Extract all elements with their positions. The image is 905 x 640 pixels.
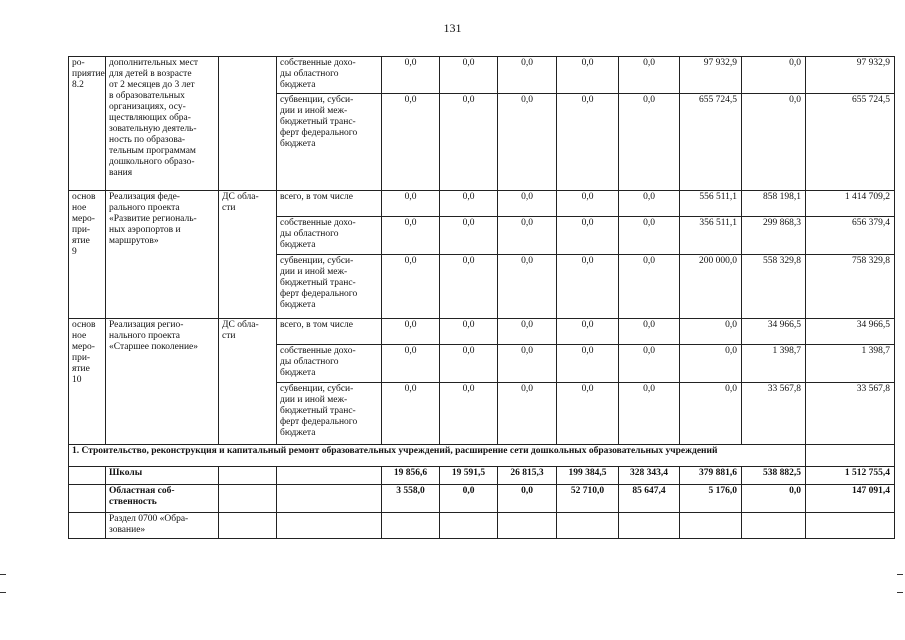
funding-source: всего, в том числе bbox=[277, 319, 382, 345]
value-cell: 1 398,7 bbox=[806, 345, 895, 383]
right-edge-mark bbox=[897, 574, 903, 575]
empty-cell bbox=[69, 467, 106, 485]
value-cell: 0,0 bbox=[440, 255, 498, 319]
value-cell: 299 868,3 bbox=[742, 217, 806, 255]
activity-name: Реализация регио- нального проекта «Старшее поколение» bbox=[106, 319, 219, 445]
value-cell: 34 966,5 bbox=[806, 319, 895, 345]
value-cell: 0,0 bbox=[440, 485, 498, 513]
value-cell: 0,0 bbox=[557, 383, 619, 445]
value-cell: 0,0 bbox=[557, 255, 619, 319]
value-cell: 0,0 bbox=[557, 57, 619, 94]
activity-number: основ ное меро- при- ятие 10 bbox=[69, 319, 106, 445]
value-cell: 19 856,6 bbox=[382, 467, 440, 485]
value-cell: 655 724,5 bbox=[680, 94, 742, 191]
executor: ДС обла- сти bbox=[219, 319, 277, 445]
value-cell: 52 710,0 bbox=[557, 485, 619, 513]
value-cell: 19 591,5 bbox=[440, 467, 498, 485]
activity-number: основ ное меро- при- ятие 9 bbox=[69, 191, 106, 319]
value-cell: 356 511,1 bbox=[680, 217, 742, 255]
value-cell: 0,0 bbox=[557, 94, 619, 191]
executor: ДС обла- сти bbox=[219, 191, 277, 319]
page-number: 131 bbox=[443, 21, 462, 35]
value-cell: 33 567,8 bbox=[742, 383, 806, 445]
value-cell: 0,0 bbox=[619, 94, 680, 191]
value-cell: 0,0 bbox=[440, 217, 498, 255]
value-cell: 26 815,3 bbox=[498, 467, 557, 485]
empty-cell bbox=[806, 445, 895, 467]
value-cell: 858 198,1 bbox=[742, 191, 806, 217]
value-cell: 0,0 bbox=[498, 191, 557, 217]
table-row bbox=[69, 467, 895, 485]
value-cell: 0,0 bbox=[680, 383, 742, 445]
value-cell: 0,0 bbox=[440, 383, 498, 445]
table-row bbox=[69, 513, 895, 539]
section-title: 1. Строительство, реконструкция и капитальный ремонт образовательных учреждений, расширение сети дошкольных образовательных учреждений bbox=[69, 445, 806, 467]
value-cell: 0,0 bbox=[680, 319, 742, 345]
row-label: Раздел 0700 «Обра- зование» bbox=[106, 513, 219, 539]
table-row bbox=[69, 485, 895, 513]
value-cell: 0,0 bbox=[382, 191, 440, 217]
value-cell: 538 882,5 bbox=[742, 467, 806, 485]
value-cell bbox=[440, 513, 498, 539]
value-cell bbox=[680, 513, 742, 539]
empty-cell bbox=[277, 467, 382, 485]
value-cell: 0,0 bbox=[382, 383, 440, 445]
empty-cell bbox=[69, 485, 106, 513]
value-cell: 0,0 bbox=[498, 345, 557, 383]
value-cell: 0,0 bbox=[619, 57, 680, 94]
value-cell bbox=[382, 513, 440, 539]
funding-source: собственные дохо- ды областного бюджета bbox=[277, 57, 382, 94]
value-cell: 328 343,4 bbox=[619, 467, 680, 485]
left-edge-mark bbox=[0, 574, 6, 575]
table-row bbox=[69, 191, 895, 217]
right-edge-mark bbox=[897, 592, 903, 593]
value-cell: 3 558,0 bbox=[382, 485, 440, 513]
row-label: Областная соб- ственность bbox=[106, 485, 219, 513]
value-cell: 0,0 bbox=[498, 485, 557, 513]
value-cell: 1 414 709,2 bbox=[806, 191, 895, 217]
value-cell: 33 567,8 bbox=[806, 383, 895, 445]
left-edge-mark bbox=[0, 592, 6, 593]
value-cell: 0,0 bbox=[498, 94, 557, 191]
value-cell: 0,0 bbox=[440, 345, 498, 383]
value-cell: 0,0 bbox=[498, 255, 557, 319]
value-cell: 34 966,5 bbox=[742, 319, 806, 345]
value-cell: 85 647,4 bbox=[619, 485, 680, 513]
value-cell: 0,0 bbox=[619, 217, 680, 255]
funding-source: собственные дохо- ды областного бюджета bbox=[277, 217, 382, 255]
value-cell: 0,0 bbox=[440, 319, 498, 345]
budget-table bbox=[68, 56, 895, 539]
value-cell: 5 176,0 bbox=[680, 485, 742, 513]
table-row bbox=[69, 57, 895, 94]
value-cell: 0,0 bbox=[742, 57, 806, 94]
funding-source: субвенции, субси- дии и иной меж- бюджетный транс- ферт федерального бюджета bbox=[277, 383, 382, 445]
value-cell: 0,0 bbox=[498, 217, 557, 255]
value-cell: 0,0 bbox=[498, 383, 557, 445]
value-cell: 0,0 bbox=[557, 319, 619, 345]
value-cell: 0,0 bbox=[382, 217, 440, 255]
value-cell: 0,0 bbox=[440, 191, 498, 217]
value-cell: 0,0 bbox=[382, 255, 440, 319]
value-cell: 0,0 bbox=[382, 319, 440, 345]
value-cell bbox=[557, 513, 619, 539]
section-row bbox=[69, 445, 895, 467]
value-cell: 0,0 bbox=[382, 345, 440, 383]
value-cell bbox=[742, 513, 806, 539]
value-cell: 0,0 bbox=[498, 57, 557, 94]
value-cell: 0,0 bbox=[742, 94, 806, 191]
value-cell: 558 329,8 bbox=[742, 255, 806, 319]
empty-cell bbox=[219, 513, 277, 539]
value-cell: 655 724,5 bbox=[806, 94, 895, 191]
activity-name: дополнительных мест для детей в возрасте от 2 месяцев до 3 лет в образовательных организациях, осу- ществляющих обра- зовательную деятель- ность по образова- тельным программам дошкольного образо- вания bbox=[106, 57, 219, 191]
funding-source: субвенции, субси- дии и иной меж- бюджетный транс- ферт федерального бюджета bbox=[277, 255, 382, 319]
value-cell: 379 881,6 bbox=[680, 467, 742, 485]
value-cell: 0,0 bbox=[557, 191, 619, 217]
value-cell: 97 932,9 bbox=[680, 57, 742, 94]
value-cell: 0,0 bbox=[498, 319, 557, 345]
value-cell: 199 384,5 bbox=[557, 467, 619, 485]
funding-source: субвенции, субси- дии и иной меж- бюджетный транс- ферт федерального бюджета bbox=[277, 94, 382, 191]
value-cell: 0,0 bbox=[619, 255, 680, 319]
value-cell: 97 932,9 bbox=[806, 57, 895, 94]
empty-cell bbox=[69, 513, 106, 539]
value-cell: 556 511,1 bbox=[680, 191, 742, 217]
value-cell: 0,0 bbox=[557, 217, 619, 255]
value-cell: 0,0 bbox=[619, 383, 680, 445]
funding-source: всего, в том числе bbox=[277, 191, 382, 217]
value-cell: 0,0 bbox=[440, 57, 498, 94]
value-cell: 0,0 bbox=[680, 345, 742, 383]
value-cell: 0,0 bbox=[440, 94, 498, 191]
activity-number: ро- приятие 8.2 bbox=[69, 57, 106, 191]
value-cell: 0,0 bbox=[742, 485, 806, 513]
executor bbox=[219, 57, 277, 191]
value-cell: 656 379,4 bbox=[806, 217, 895, 255]
empty-cell bbox=[219, 467, 277, 485]
empty-cell bbox=[277, 485, 382, 513]
value-cell bbox=[498, 513, 557, 539]
empty-cell bbox=[219, 485, 277, 513]
activity-name: Реализация феде- рального проекта «Развитие региональ- ных аэропортов и маршрутов» bbox=[106, 191, 219, 319]
value-cell: 758 329,8 bbox=[806, 255, 895, 319]
row-label: Школы bbox=[106, 467, 219, 485]
value-cell: 200 000,0 bbox=[680, 255, 742, 319]
value-cell bbox=[619, 513, 680, 539]
value-cell: 0,0 bbox=[557, 345, 619, 383]
value-cell: 1 398,7 bbox=[742, 345, 806, 383]
value-cell: 0,0 bbox=[382, 57, 440, 94]
empty-cell bbox=[277, 513, 382, 539]
value-cell bbox=[806, 513, 895, 539]
value-cell: 0,0 bbox=[619, 191, 680, 217]
value-cell: 0,0 bbox=[619, 319, 680, 345]
value-cell: 0,0 bbox=[382, 94, 440, 191]
value-cell: 147 091,4 bbox=[806, 485, 895, 513]
funding-source: собственные дохо- ды областного бюджета bbox=[277, 345, 382, 383]
table-row bbox=[69, 319, 895, 345]
value-cell: 1 512 755,4 bbox=[806, 467, 895, 485]
value-cell: 0,0 bbox=[619, 345, 680, 383]
